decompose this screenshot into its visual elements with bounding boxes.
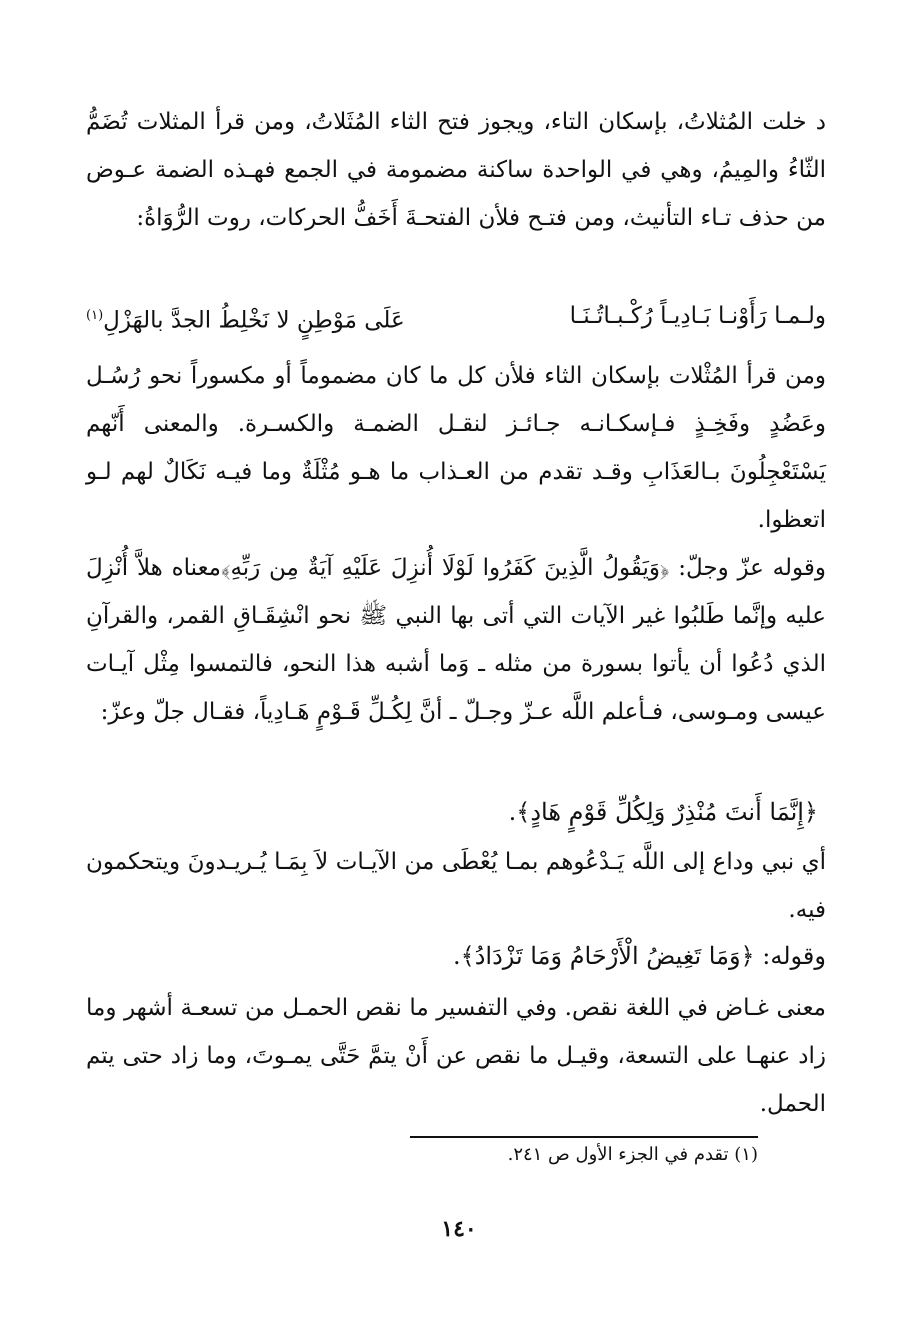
quote-intro: وقوله: xyxy=(762,942,826,970)
poetry-verse xyxy=(86,292,826,345)
footnote-divider xyxy=(410,1136,758,1138)
footnote-reference: (١) xyxy=(86,308,104,323)
paragraph-ayah-request: وقوله عزّ وجلّ: ﴿وَيَقُولُ الَّذِينَ كَفَرُوا لَوْلَا أُنزِلَ عَلَيْهِ آيَةٌ مِن رَبِّهِ﴾معناه هلاَّ أُنْزِلَ عليه وإنَّما طَلبُوا غير الآيات التي أتى بها النبي ﷺ نحو انْشِقَـاقِ القمر، والقرآنِ الذي دُعُوا أن يأتوا بسورة من مثله ـ وَما أشبه هذا النحو، فالتمسوا مِثْل آيـات عيسى ومـوسى، فـأعلم اللَّه عـزّ وجـلّ ـ أنَّ لِكُـلِّ قَـوْمٍ هَـادِياً، فقـال جلّ وعزّ: xyxy=(86,555,826,725)
page-number: ١٤٠ xyxy=(441,1216,477,1242)
paragraph-mithlat-sukun: ومن قرأ المُثْلات بإسكان الثاء فلأن كل ما كان مضموماً أو مكسوراً نحو رُسُـل وعَضُدٍ وفَخِـذٍ فـإسكـانـه جـائـز لنقـل الضمـة والكسـرة. والمعنى أَنّهم يَسْتَعْجِلُونَ بـالعَذَابِ وقـد تقدم من العـذاب ما هـو مُثْلَةٌ وما فيـه نَكَالٌ لهم لـو اتعظوا. xyxy=(86,363,826,533)
footnote: (١) تقدم في الجزء الأول ص ٢٤١. xyxy=(507,1144,758,1165)
quote-verse: ﴿وَمَا تَغِيضُ الْأَرْحَامُ وَمَا تَزْدَادُ﴾. xyxy=(453,942,755,970)
verse-second-hemistich xyxy=(86,292,405,345)
verse-second-hemistich-text: عَلَى مَوْطِنٍ لا نَخْلِطُ الجدَّ بالهَزْلِ xyxy=(103,307,405,334)
verse-first-hemistich xyxy=(570,292,826,345)
paragraph-ghad-meaning: معنى غـاض في اللغة نقص. وفي التفسير ما نقص الحمـل من تسعـة أشهر وما زاد عنهـا على التسعة، وقيـل ما نقص عن أَنْ يتمَّ حَتَّى يمـوتَ، وما زاد حتى يتم الحمل. xyxy=(86,995,826,1117)
quran-quote-mundhir: ﴿إِنَّمَا أَنتَ مُنْذِرٌ وَلِكُلِّ قَوْمٍ هَادٍ﴾. xyxy=(508,798,818,826)
verse-first-hemistich-text: ولـمـا رَأَوْنـا بَـادِيـاً رُكْـبـاتُـنَـا xyxy=(569,303,826,329)
quran-quote-arham xyxy=(453,932,826,980)
paragraph-prophet-caller: أي نبي وداع إلى اللَّه يَـدْعُوهم بمـا يُعْطَى من الآيـات لاَ بِمَـا يُـريـدونَ ويتحكمون فيه. xyxy=(86,849,826,923)
paragraph-mithlat-forms: د خلت المُثلاتُ، بإسكان التاء، ويجوز فتح الثاء المُثَلاتُ، ومن قرأ المثلات تُضَمُّ الثّاءُ والمِيمُ، وهي في الواحدة ساكنة مضمومة في الجمع فهـذه الضمة عـوض من حذف تـاء التأنيث، ومن فتـح فلأن الفتحـةَ أَخَفُّ الحركات، روت الرُّوَاةُ: xyxy=(86,109,826,231)
